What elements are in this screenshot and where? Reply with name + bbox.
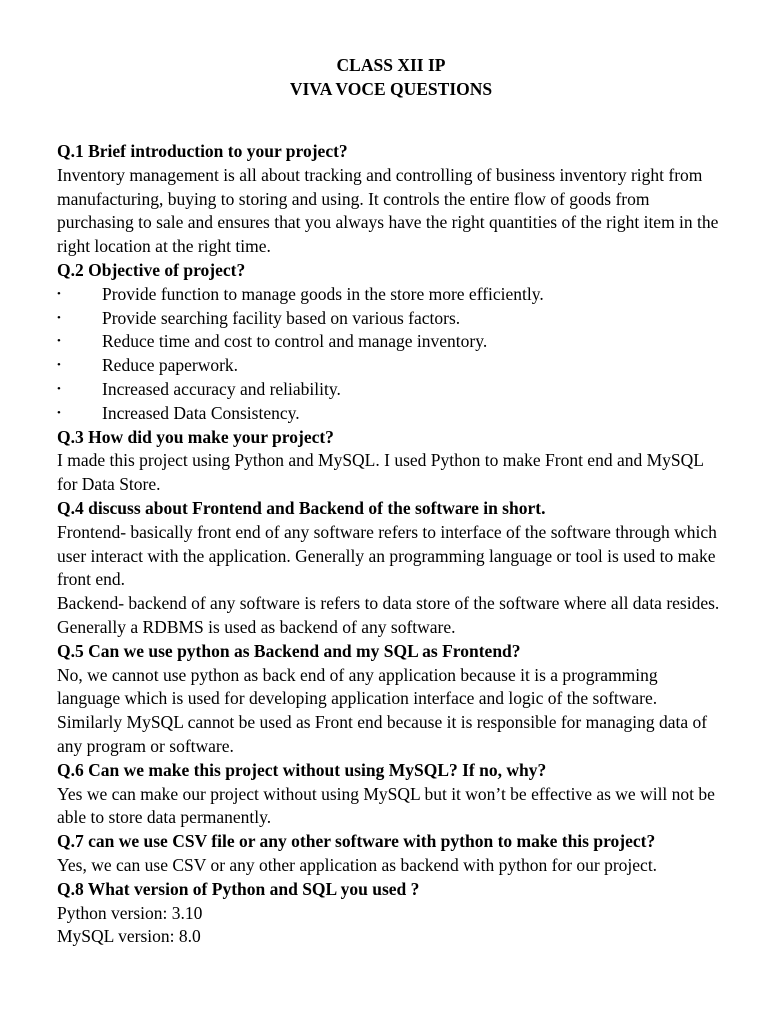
question-1: Q.1 Brief introduction to your project? — [57, 141, 348, 161]
document-title-line2: VIVA VOCE QUESTIONS — [289, 79, 493, 99]
answer-5: No, we cannot use python as back end of any application because it is a programming language which is used for developing application interface and logic of the software. Similarly MySQL cannot be used as Front end because it is responsible for managing data of any program or software. — [57, 664, 708, 756]
list-item — [57, 283, 725, 307]
bullet-icon: • — [57, 287, 61, 300]
list-item — [57, 307, 725, 331]
list-item — [57, 378, 725, 402]
list-item-text: Increased accuracy and reliability. — [102, 378, 341, 399]
question-7: Q.7 can we use CSV file or any other software with python to make this project? — [57, 831, 656, 852]
list-item-text: Reduce paperwork. — [102, 355, 239, 376]
title-spacer — [57, 101, 725, 140]
question-5: Q.5 Can we use python as Backend and my SQL as Frontend? — [57, 640, 521, 661]
question-4: Q.4 discuss about Frontend and Backend of the software in short. — [57, 497, 546, 518]
objectives-list — [57, 283, 725, 426]
list-item — [57, 330, 725, 354]
bullet-icon: • — [57, 359, 61, 372]
list-item — [57, 402, 725, 426]
list-item-text: Reduce time and cost to control and manage inventory. — [102, 331, 488, 352]
answer-4-backend: Backend- backend of any software is refers to data store of the software where all data resides. Generally a RDBMS is used as backend of any software. — [57, 593, 720, 637]
answer-6: Yes we can make our project without using MySQL but it won’t be effective as we will not be able to store data permanently. — [57, 783, 715, 828]
question-3: Q.3 How did you make your project? — [57, 426, 334, 447]
document-page — [57, 53, 725, 949]
bullet-icon: • — [57, 382, 61, 395]
bullet-icon: • — [57, 406, 61, 419]
answer-1: Inventory management is all about tracking and controlling of business inventory right from manufacturing, buying to storing and using. It controls the entire flow of goods from purchasing to sale and ensures that you always have the right quantities of the right item in the right location at the right time. — [57, 164, 719, 257]
bullet-icon: • — [57, 311, 61, 324]
question-8: Q.8 What version of Python and SQL you used ? — [57, 878, 420, 899]
answer-7: Yes, we can use CSV or any other application as backend with python for our project. — [57, 854, 658, 875]
bullet-icon: • — [57, 335, 61, 348]
list-item-text: Provide searching facility based on various factors. — [102, 307, 461, 328]
document-title-line1: CLASS XII IP — [336, 55, 446, 75]
list-item-text: Provide function to manage goods in the store more efficiently. — [102, 283, 544, 304]
question-2: Q.2 Objective of project? — [57, 259, 246, 280]
answer-8-mysql: MySQL version: 8.0 — [57, 926, 201, 947]
answer-8-python: Python version: 3.10 — [57, 902, 203, 923]
list-item-text: Increased Data Consistency. — [102, 402, 300, 423]
list-item — [57, 354, 725, 378]
answer-4-frontend: Frontend- basically front end of any software refers to interface of the software through which user interact with the application. Generally an programming language or tool is used to make front end. — [57, 521, 717, 590]
answer-3: I made this project using Python and MySQL. I used Python to make Front end and MySQL for Data Store. — [57, 450, 704, 495]
question-6: Q.6 Can we make this project without using MySQL? If no, why? — [57, 759, 547, 780]
